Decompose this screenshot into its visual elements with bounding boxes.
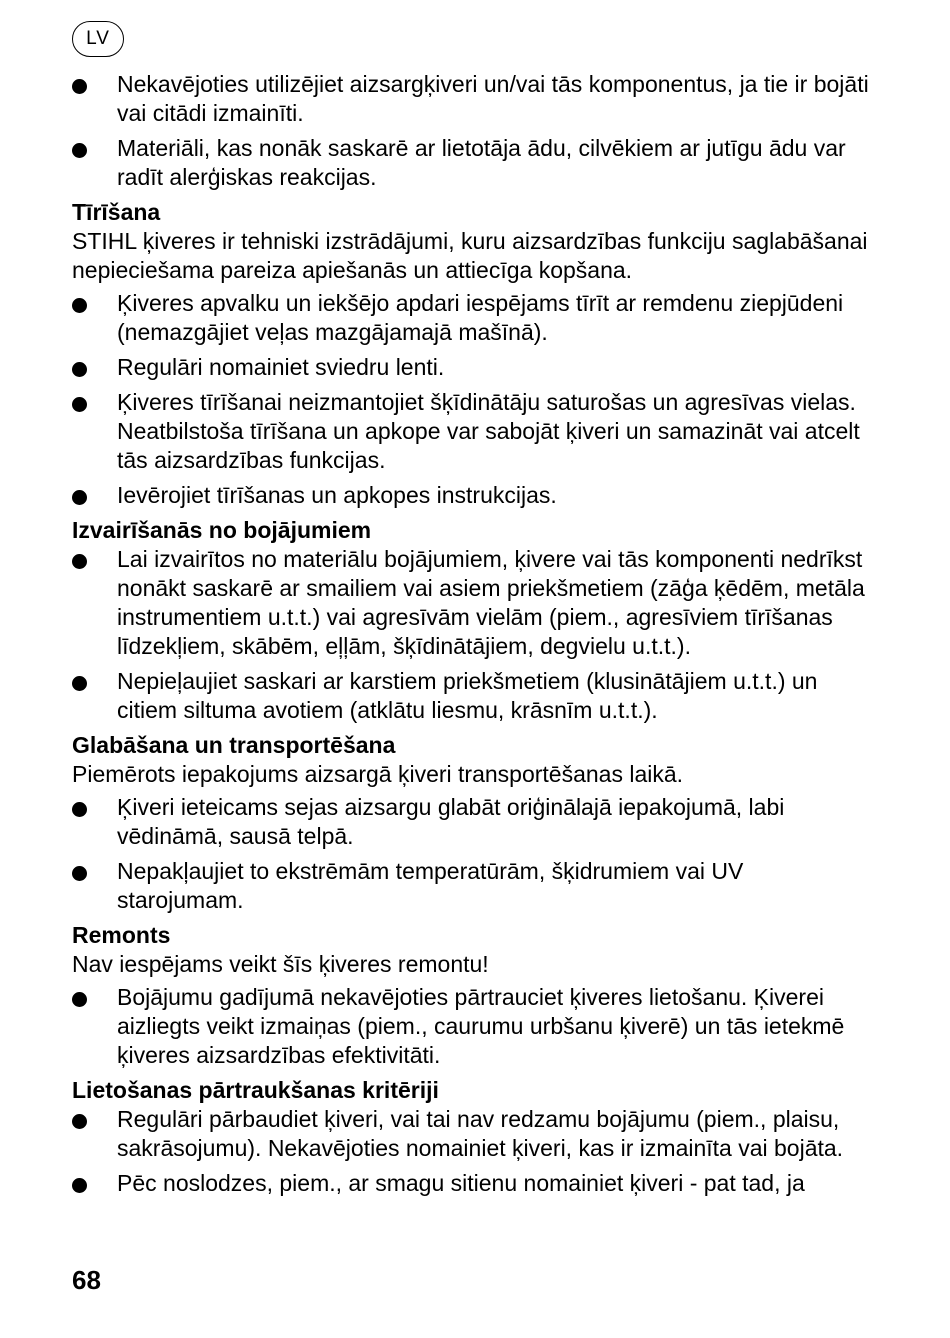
page-number: 68 bbox=[72, 1265, 101, 1295]
bullet-text: Nepieļaujiet saskari ar karstiem priekšmetiem (klusinātājiem u.t.t.) un citiem siltuma avotiem (atklātu liesmu, krāsnīm u.t.t.). bbox=[117, 668, 818, 723]
bullet-icon bbox=[72, 143, 87, 158]
bullet-icon bbox=[72, 1178, 87, 1193]
paragraph: Nav iespējams veikt šīs ķiveres remontu! bbox=[72, 951, 489, 977]
bullet-item bbox=[72, 983, 872, 1070]
bullet-text: Ķiveri ieteicams sejas aizsargu glabāt oriģinālajā iepakojumā, labi vēdināmā, sausā telpā. bbox=[117, 794, 785, 849]
bullet-text: Regulāri pārbaudiet ķiveri, vai tai nav redzamu bojājumu (piem., plaisu, sakrāsojumu). Nekavējoties nomainiet ķiveri, kas ir izmainīta vai bojāta. bbox=[117, 1106, 844, 1161]
language-badge: LV bbox=[72, 21, 124, 57]
bullet-item bbox=[72, 388, 872, 475]
bullet-item bbox=[72, 481, 872, 510]
bullet-text: Pēc noslodzes, piem., ar smagu sitienu nomainiet ķiveri - pat tad, ja bbox=[117, 1170, 805, 1196]
bullet-item bbox=[72, 545, 872, 661]
bullet-text: Materiāli, kas nonāk saskarē ar lietotāja ādu, cilvēkiem ar jutīgu ādu var radīt alerģiskas reakcijas. bbox=[117, 135, 846, 190]
bullet-item bbox=[72, 793, 872, 851]
bullet-item bbox=[72, 70, 872, 128]
bullet-item bbox=[72, 134, 872, 192]
paragraph: STIHL ķiveres ir tehniski izstrādājumi, kuru aizsardzības funkciju saglabāšanai nepieciešama pareiza apiešanās un attiecīga kopšana. bbox=[72, 228, 868, 283]
bullet-text: Regulāri nomainiet sviedru lenti. bbox=[117, 354, 445, 380]
bullet-text: Ķiveres apvalku un iekšējo apdari iespējams tīrīt ar remdenu ziepjūdeni (nemazgājiet veļas mazgājamajā mašīnā). bbox=[117, 290, 844, 345]
bullet-icon bbox=[72, 554, 87, 569]
bullet-item bbox=[72, 1169, 872, 1198]
bullet-item bbox=[72, 667, 872, 725]
bullet-item bbox=[72, 857, 872, 915]
section-heading: Tīrīšana bbox=[72, 199, 161, 225]
bullet-icon bbox=[72, 866, 87, 881]
bullet-icon bbox=[72, 298, 87, 313]
bullet-text: Lai izvairītos no materiālu bojājumiem, ķivere vai tās komponenti nedrīkst nonākt saskarē ar smailiem vai asiem priekšmetiem (zāģa ķēdēm, metāla instrumentiem u.t.t.) vai agresīvām vielām (piem., agresīviem tīrīšanas līdzekļiem, skābēm, eļļām, šķīdinātājiem, degvielu u.t.t.). bbox=[117, 546, 865, 659]
bullet-icon bbox=[72, 397, 87, 412]
bullet-text: Ievērojiet tīrīšanas un apkopes instrukcijas. bbox=[117, 482, 557, 508]
section-heading: Remonts bbox=[72, 922, 171, 948]
section-heading: Glabāšana un transportēšana bbox=[72, 732, 396, 758]
bullet-icon bbox=[72, 1114, 87, 1129]
bullet-text: Bojājumu gadījumā nekavējoties pārtrauciet ķiveres lietošanu. Ķiverei aizliegts veikt izmaiņas (piem., caurumu urbšanu ķiverē) un tās ietekmē ķiveres aizsardzības efektivitāti. bbox=[117, 984, 845, 1068]
bullet-text: Nepakļaujiet to ekstrēmām temperatūrām, šķidrumiem vai UV starojumam. bbox=[117, 858, 744, 913]
section-heading: Izvairīšanās no bojājumiem bbox=[72, 517, 372, 543]
bullet-text: Nekavējoties utilizējiet aizsargķiveri un/vai tās komponentus, ja tie ir bojāti vai citādi izmainīti. bbox=[117, 71, 869, 126]
section-heading: Lietošanas pārtraukšanas kritēriji bbox=[72, 1077, 439, 1103]
bullet-text: Ķiveres tīrīšanai neizmantojiet šķīdinātāju saturošas un agresīvas vielas. Neatbilstoša tīrīšana un apkope var sabojāt ķiveri un samazināt vai atcelt tās aizsardzības funkcijas. bbox=[117, 389, 860, 473]
paragraph: Piemērots iepakojums aizsargā ķiveri transportēšanas laikā. bbox=[72, 761, 684, 787]
bullet-icon bbox=[72, 802, 87, 817]
bullet-item bbox=[72, 353, 872, 382]
bullet-icon bbox=[72, 79, 87, 94]
bullet-icon bbox=[72, 490, 87, 505]
bullet-icon bbox=[72, 362, 87, 377]
bullet-item bbox=[72, 1105, 872, 1163]
document-body bbox=[72, 70, 872, 1204]
bullet-item bbox=[72, 289, 872, 347]
bullet-icon bbox=[72, 676, 87, 691]
bullet-icon bbox=[72, 992, 87, 1007]
